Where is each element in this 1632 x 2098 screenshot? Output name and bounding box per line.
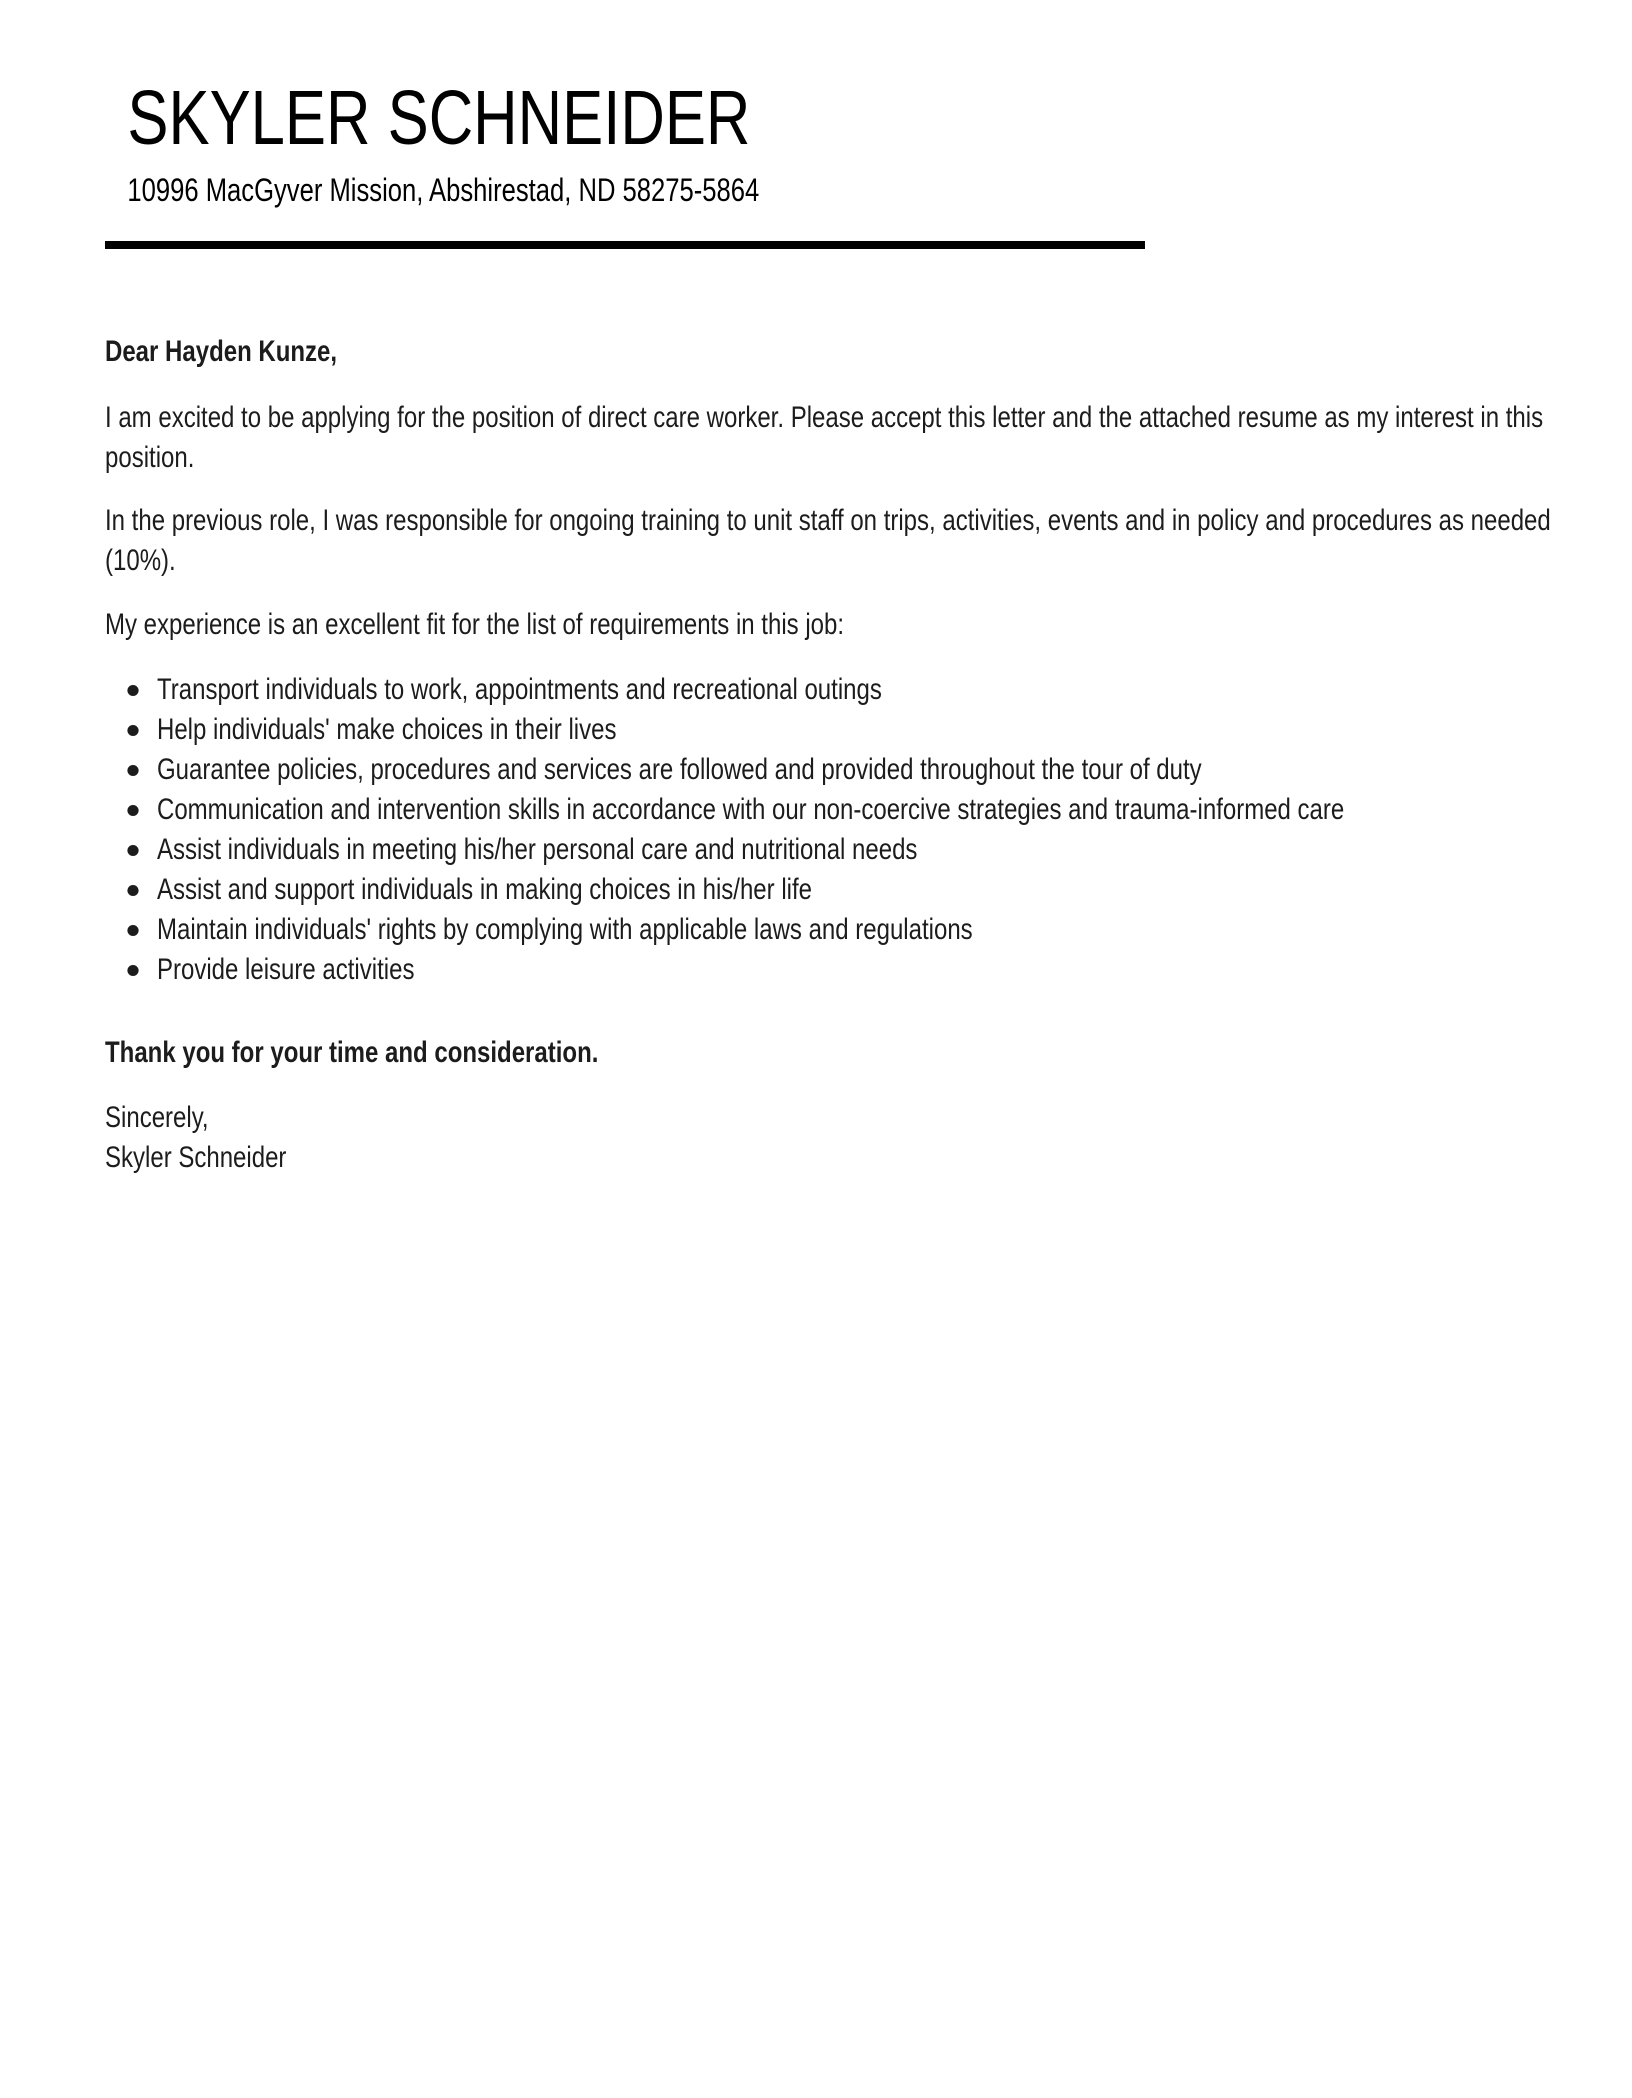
- closing-thanks: Thank you for your time and consideration.: [105, 1036, 599, 1069]
- letter-content: [105, 0, 1569, 1178]
- page-title: SKYLER SCHNEIDER: [127, 75, 751, 161]
- closing-block: [105, 1098, 1569, 1178]
- contact-address: 10996 MacGyver Mission, Abshirestad, ND 58275-5864: [127, 172, 760, 208]
- requirement-item: Transport individuals to work, appointments and recreational outings: [105, 670, 1569, 710]
- requirements-list: [105, 670, 1569, 990]
- paragraph-fit-intro: My experience is an excellent fit for the list of requirements in this job:: [105, 608, 845, 641]
- requirement-item: Guarantee policies, procedures and services are followed and provided throughout the tour of duty: [105, 750, 1569, 790]
- requirement-item: Help individuals' make choices in their lives: [105, 710, 1569, 750]
- paragraph-intro: I am excited to be applying for the position of direct care worker. Please accept this letter and the attached resume as my interest in this position.: [105, 401, 1544, 474]
- closing-signoff: Sincerely,: [105, 1101, 209, 1134]
- requirement-item: Assist and support individuals in making choices in his/her life: [105, 870, 1569, 910]
- requirement-item: Provide leisure activities: [105, 950, 1569, 990]
- letter-header: [105, 76, 1569, 210]
- requirement-item: Communication and intervention skills in accordance with our non-coercive strategies and trauma-informed care: [105, 790, 1569, 830]
- paragraph-previous-role: In the previous role, I was responsible for ongoing training to unit staff on trips, activities, events and in policy and procedures as needed (10%).: [105, 504, 1551, 577]
- header-divider: [105, 241, 1145, 249]
- requirement-item: Maintain individuals' rights by complying with applicable laws and regulations: [105, 910, 1569, 950]
- requirement-item: Assist individuals in meeting his/her personal care and nutritional needs: [105, 830, 1569, 870]
- greeting-line: Dear Hayden Kunze,: [105, 335, 338, 368]
- closing-signature: Skyler Schneider: [105, 1141, 287, 1174]
